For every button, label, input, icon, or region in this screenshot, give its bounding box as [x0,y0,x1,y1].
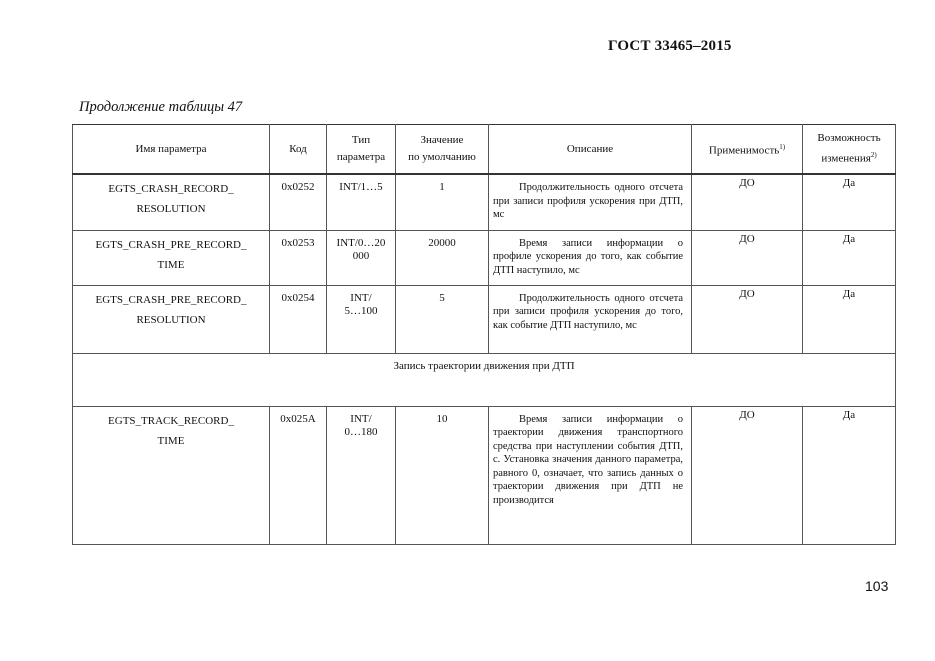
page-number: 103 [865,578,889,594]
cell-type-line1: INT/0…20 [336,236,386,249]
cell-default: 10 [396,406,489,544]
cell-name-line2: TIME [157,258,185,271]
header-type-line2: параметра [336,151,386,163]
header-changeability [803,125,896,175]
header-type [327,125,396,175]
cell-name-line2: TIME [157,434,185,447]
cell-applicability: ДО [692,174,803,230]
cell-description-text: Время записи информации о профиле ускорения до того, как событие ДТП наступило, мс [493,237,683,276]
table-row [73,230,896,285]
header-default-line2: по умолчанию [408,151,476,163]
cell-name-line1: EGTS_CRASH_PRE_RECORD_ [95,293,247,306]
cell-description [489,406,692,544]
header-default [396,125,489,175]
cell-applicability: ДО [692,230,803,285]
cell-name-line1: EGTS_TRACK_RECORD_ [108,414,234,427]
cell-code: 0x0252 [270,174,327,230]
cell-changeability: Да [803,174,896,230]
cell-type-line1: INT/ [350,412,372,425]
header-applicability-note: 1) [779,142,786,151]
cell-changeability: Да [803,406,896,544]
cell-name [73,174,270,230]
cell-changeability: Да [803,285,896,353]
table-row [73,285,896,353]
cell-name-line2: RESOLUTION [136,203,206,215]
cell-type [327,406,396,544]
cell-type [327,174,396,230]
cell-name-line2: RESOLUTION [136,313,206,326]
cell-default: 1 [396,174,489,230]
header-code: Код [270,125,327,175]
table-caption: Продолжение таблицы 47 [79,99,243,115]
cell-applicability: ДО [692,285,803,353]
cell-code: 0x025A [270,406,327,544]
cell-type [327,230,396,285]
section-row [73,353,896,406]
cell-applicability: ДО [692,406,803,544]
section-title: Запись траектории движения при ДТП [73,353,896,406]
cell-default: 5 [396,285,489,353]
cell-type-line2: 5…100 [344,304,378,317]
cell-description-text: Продолжительность одного отсчета при записи профиля ускорения при ДТП, мс [493,182,683,220]
cell-description-text: Время записи информации о траектории движения транспортного средства при наступлении события ДТП, с. Установка значения данного параметра, равного 0, означает, что запись данных о траектории движения при ДТП не производится [493,413,683,506]
header-default-line1: Значение [420,134,464,146]
header-changeability-line2: изменения [821,152,871,165]
header-changeability-line1: Возможность [817,132,881,145]
standard-header: ГОСТ 33465–2015 [608,38,732,54]
header-description: Описание [489,125,692,175]
cell-type-line2: 000 [352,249,370,262]
cell-name [73,230,270,285]
cell-description [489,285,692,353]
header-type-line1: Тип [351,134,371,146]
cell-type [327,285,396,353]
cell-code: 0x0253 [270,230,327,285]
cell-name-line1: EGTS_CRASH_PRE_RECORD_ [95,238,247,251]
cell-description [489,174,692,230]
cell-code: 0x0254 [270,285,327,353]
table-header-row [73,125,896,175]
header-name: Имя параметра [73,125,270,175]
cell-name [73,285,270,353]
cell-description-text: Продолжительность одного отсчета при записи профиля ускорения до того, как событие ДТП наступило, мс [493,292,683,331]
header-applicability [692,125,803,175]
cell-description [489,230,692,285]
header-applicability-text: Применимость [708,144,780,157]
cell-default: 20000 [396,230,489,285]
cell-changeability: Да [803,230,896,285]
header-changeability-note: 2) [870,151,877,160]
table-row [73,174,896,230]
table-row [73,406,896,544]
cell-type-line2: 0…180 [344,425,378,438]
cell-name [73,406,270,544]
parameters-table [72,124,896,545]
cell-type-line1: INT/1…5 [339,181,383,193]
cell-name-line1: EGTS_CRASH_RECORD_ [108,183,234,195]
cell-type-line1: INT/ [350,291,372,304]
